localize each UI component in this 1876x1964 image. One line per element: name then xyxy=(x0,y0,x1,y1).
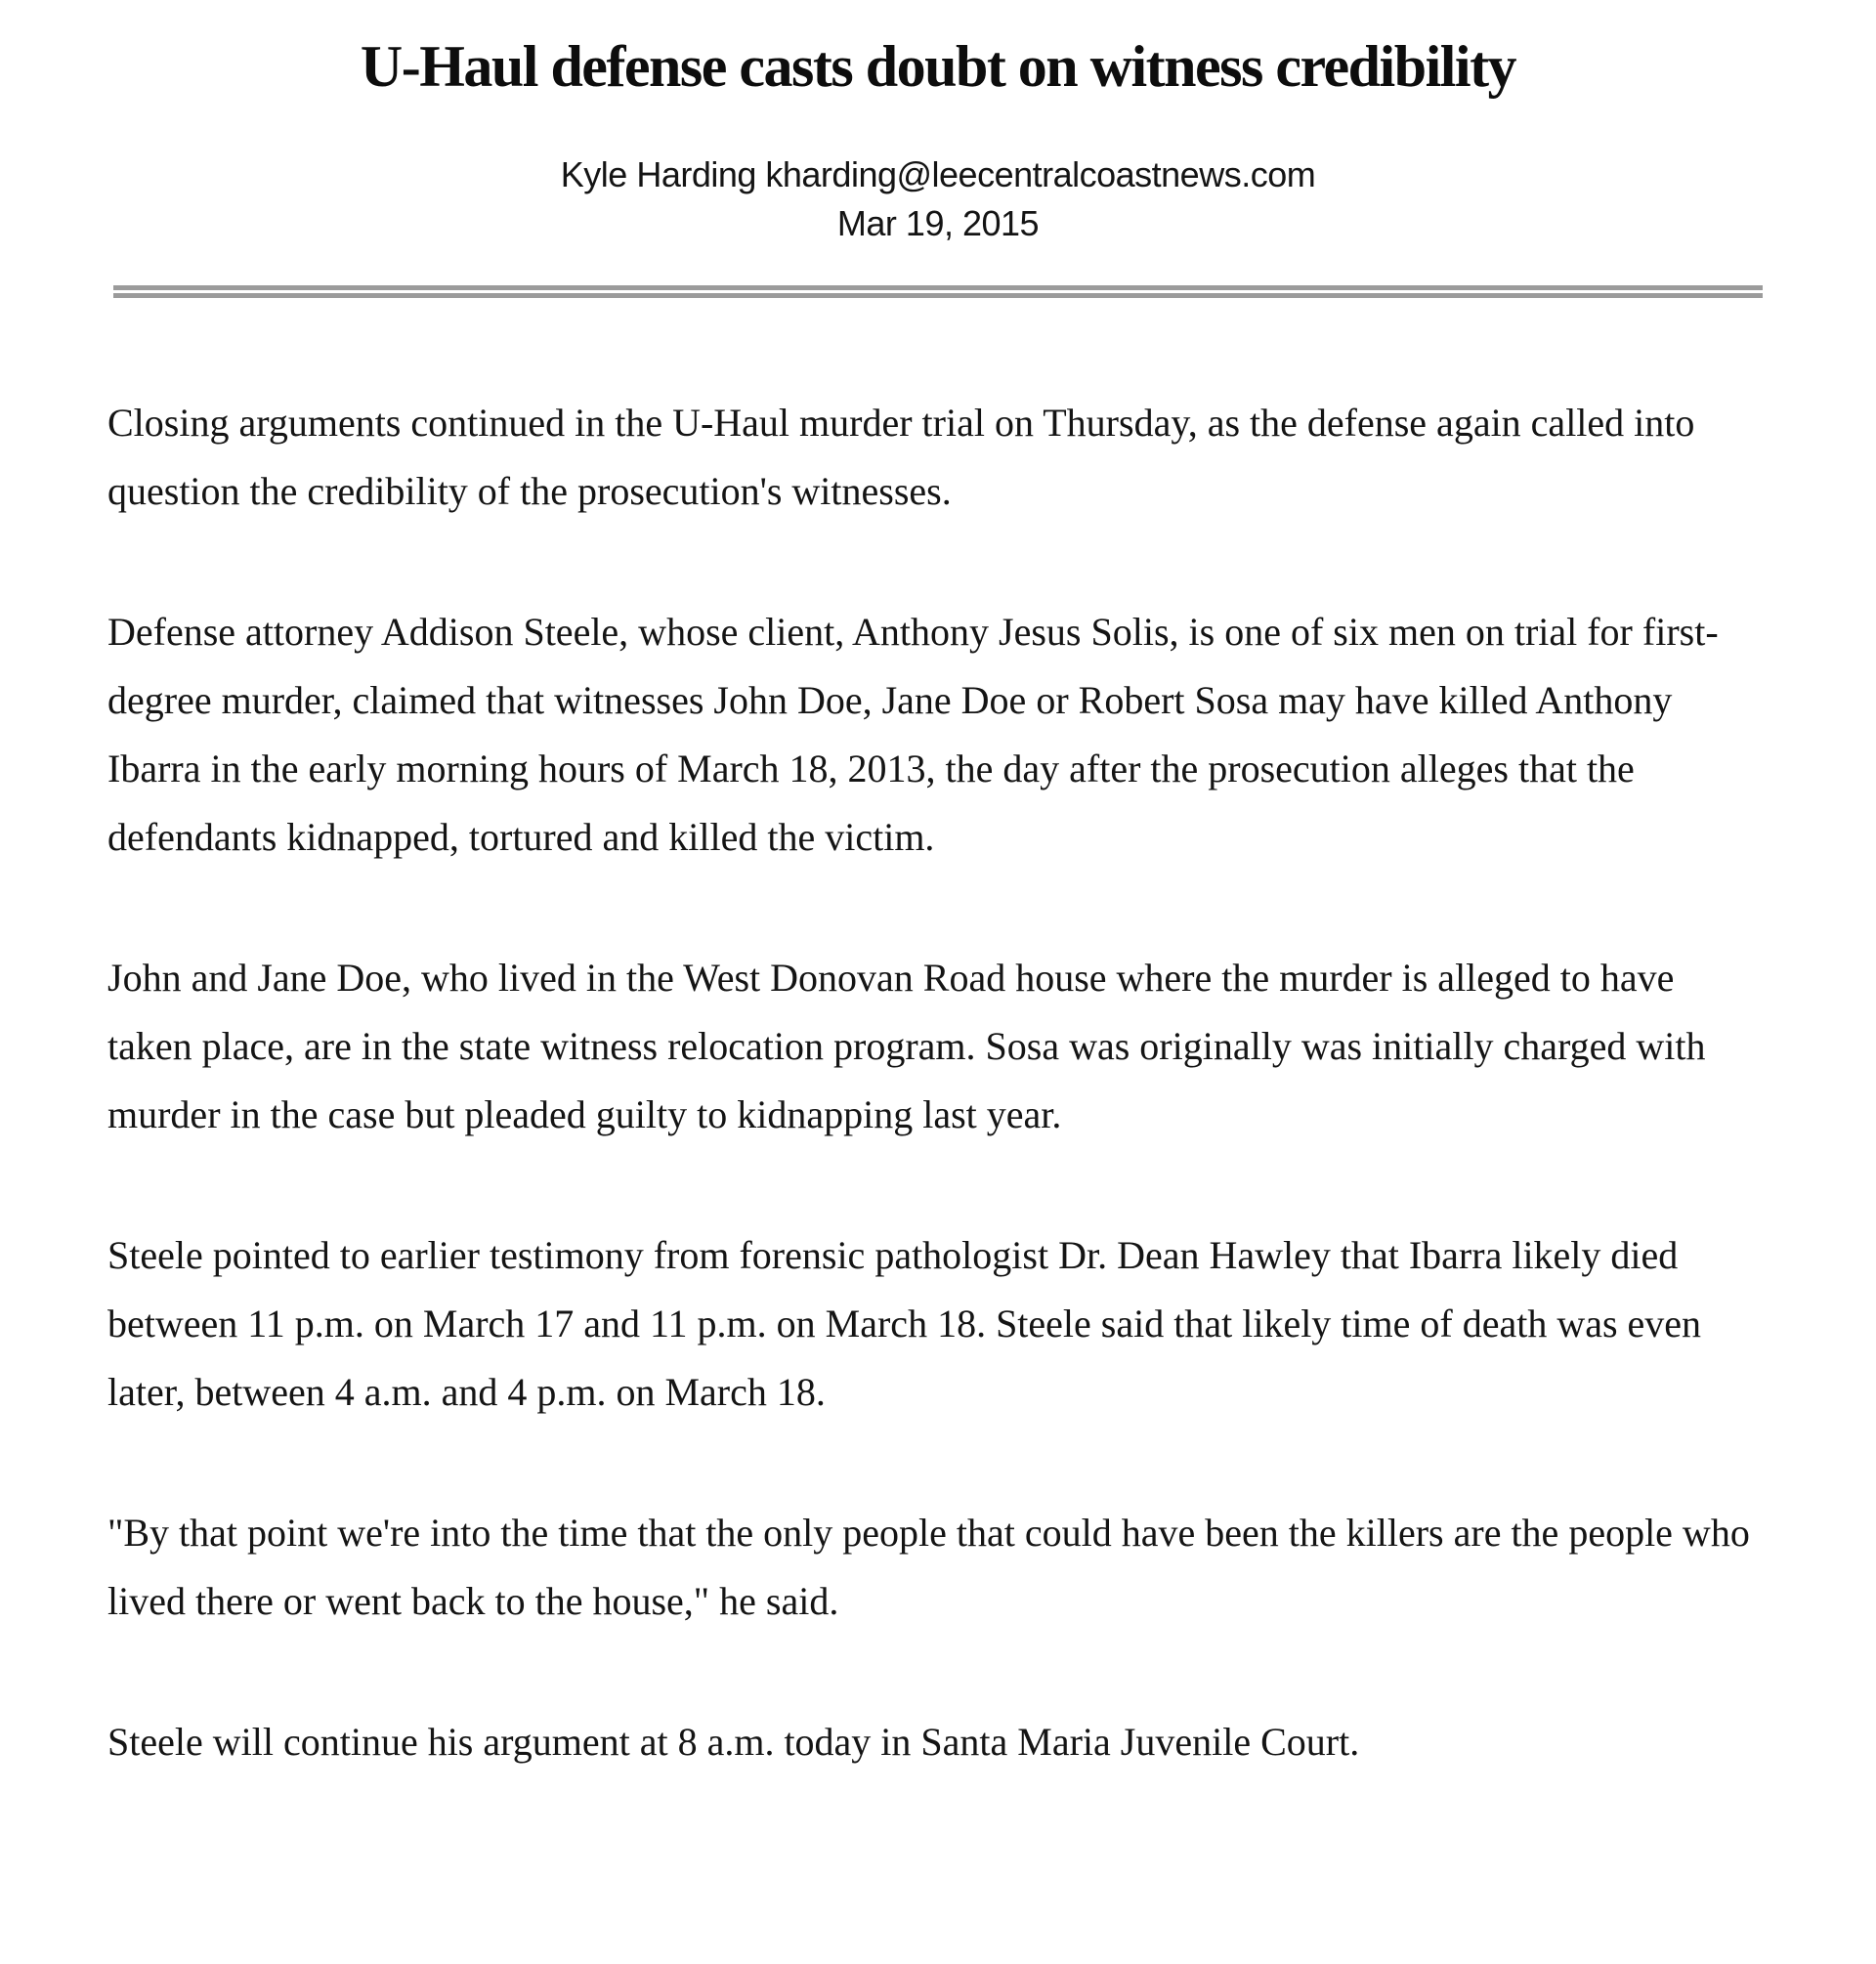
article-paragraph: Defense attorney Addison Steele, whose client, Anthony Jesus Solis, is one of six men on trial for first-degree murder, claimed that witnesses John Doe, Jane Doe or Robert Sosa may have killed Anthony Ibarra in the early morning hours of March 18, 2013, the day after the prosecution alleges that the defendants kidnapped, tortured and killed the victim. xyxy=(107,610,1719,859)
article-paragraph: John and Jane Doe, who lived in the West Donovan Road house where the murder is alleged to have taken place, are in the state witness relocation program. Sosa was originally was initially charged with murder in the case but pleaded guilty to kidnapping last year. xyxy=(107,956,1706,1136)
article-header xyxy=(0,0,1876,248)
article-byline: Kyle Harding kharding@leecentralcoastnews.com xyxy=(560,154,1316,194)
header-divider xyxy=(113,285,1763,298)
article-paragraph: Closing arguments continued in the U-Haul murder trial on Thursday, as the defense again called into question the credibility of the prosecution's witnesses. xyxy=(107,401,1695,513)
article-date: Mar 19, 2015 xyxy=(836,203,1040,243)
article-body xyxy=(107,389,1769,1776)
article-title: U-Haul defense casts doubt on witness credibility xyxy=(360,34,1516,99)
article-paragraph: Steele pointed to earlier testimony from forensic pathologist Dr. Dean Hawley that Ibarra likely died between 11 p.m. on March 17 and 11 p.m. on March 18. Steele said that likely time of death was even later, between 4 a.m. and 4 p.m. on March 18. xyxy=(107,1233,1702,1414)
byline-block xyxy=(0,150,1876,248)
article-paragraph: "By that point we're into the time that the only people that could have been the killers are the people who lived there or went back to the house," he said. xyxy=(107,1511,1750,1623)
article-paragraph: Steele will continue his argument at 8 a.m. today in Santa Maria Juvenile Court. xyxy=(107,1720,1360,1764)
